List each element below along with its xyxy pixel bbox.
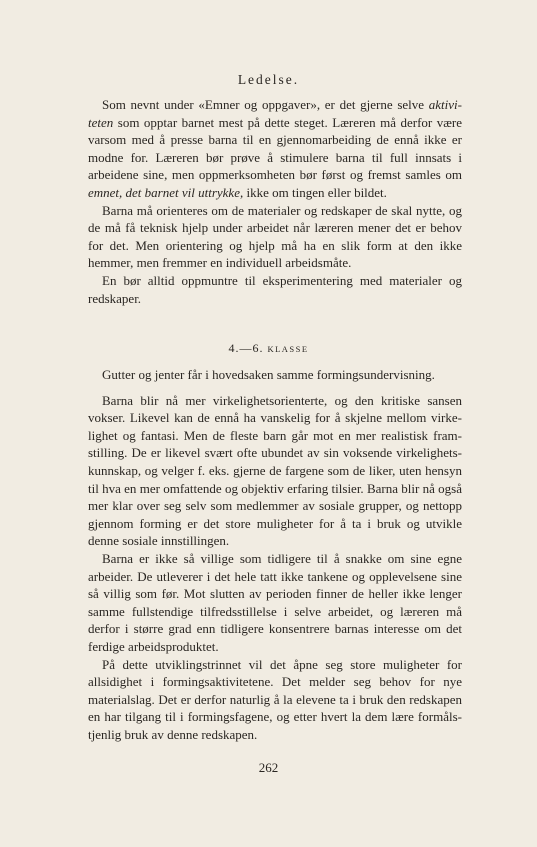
grade-word: KLASSE [267,344,309,354]
section-heading-klasse [0,341,537,356]
paragraph: Barna må orienteres om de materialer og redskaper de skal nytte, og de må få teknisk hjelp under arbeidet når læreren mener det er behov for det. Men orientering og hjelp må ha en slik form at den ikke hemmer, men fremmer en individuell arbeidsmåte. [88,202,462,271]
paragraph: Gutter og jenter får i hovedsaken samme formingsundervisning. [102,367,435,382]
page-number: 262 [258,760,279,775]
paragraph-text: ikke om tingen eller bildet. [243,184,387,200]
paragraph [88,96,462,202]
emphasis-text: aktiviteten [88,97,462,130]
paragraph: På dette utviklingstrinnet vil det åpne seg store muligheter for allsidighet i formingsaktivitetene. Det melder seg behov for nye materialslag. Det er derfor naturlig å la elevene ta i bruk den redskapen en har tilgang til i formingsfagene, og etter hvert la dem lære formålstjenlig bruk av denne redskapen. [88,656,462,742]
section-klasse-body [88,366,462,743]
paragraph-text: som opptar barnet mest på dette steget. Læreren må derfor være varsom med å presse barna til en gjennomarbeiding de ennå ikke er modne for. Læreren bør prøve å stimulere barna til full innsats i arbeidene sine, men oppmerksomheten bør først og fremst samles om [88,114,462,183]
paragraph-text: Som nevnt under «Emner og oppgaver», er det gjerne selve [102,97,429,112]
section-ledelse-body [88,96,462,307]
paragraph: En bør alltid oppmuntre til eksperimentering med materialer og redskaper. [88,272,462,306]
paragraph: Barna blir nå mer virkelighetsorienterte, og den kritiske sansen vokser. Likevel kan de ennå ha vanskelig for å skjelne mellom virkelighet og fantasi. Men de fleste barn går mot en mer realistisk framstilling. De er likevel svært ofte ubundet av sin voksende virkelighetskunnskap, og velger f. eks. gjerne de fargene som de liker, uten hensyn til hva en mer omfattende og objektiv erfaring tilsier. Barna blir nå også mer klar over seg selv som medlemmer av sosiale grupper, og nettopp gjennom forming er det store muligheter for å ta i bruk og utvikle denne sosiale innstillingen. [88,392,462,549]
emphasis-text: emnet, det barnet vil uttrykke, [88,184,244,200]
section-heading-ledelse: Ledelse. [237,72,300,87]
grade-range: 4.—6. [228,341,264,355]
paragraph: Barna er ikke så villige som tidligere til å snakke om sine egne arbeider. De utleverer i det hele tatt ikke tankene og opplevelsene sine så villig som før. Mot slutten av perioden finner de heller ikke lenger samme fullstendige tilfredsstillelse i selve arbeidet, og læreren må derfor i større grad enn tidligere konsentrere barnas interesse om det ferdige arbeidsproduktet. [88,550,462,654]
